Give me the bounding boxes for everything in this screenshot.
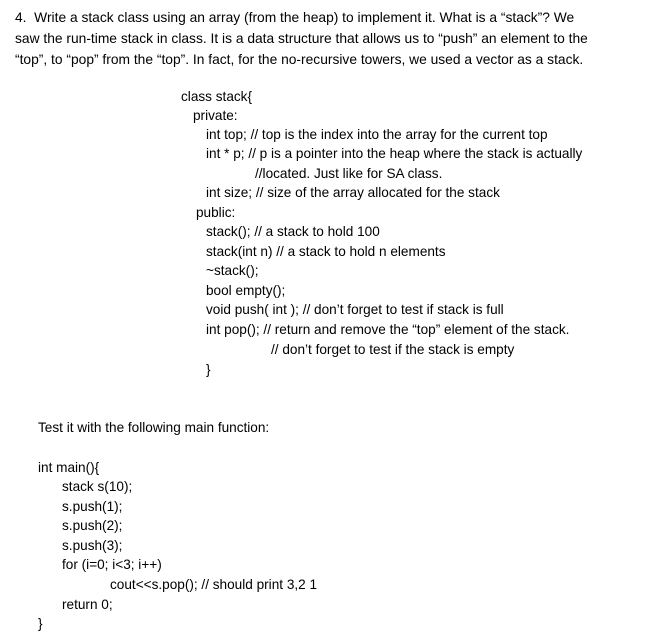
code-line: s.push(3); (62, 538, 123, 553)
code-line: //located. Just like for SA class. (255, 166, 443, 181)
code-line: // don’t forget to test if the stack is empty (271, 342, 515, 357)
code-line: public: (196, 205, 236, 220)
code-line: stack(int n) // a stack to hold n elements (206, 244, 446, 259)
question-line-1: 4. Write a stack class using an array (from the heap) to implement it. What is a “stack”? We (15, 10, 575, 25)
code-line: for (i=0; i<3; i++) (62, 557, 162, 572)
code-line: s.push(2); (62, 518, 123, 533)
code-line: } (38, 616, 43, 631)
code-line: stack(); // a stack to hold 100 (206, 224, 380, 239)
code-line: s.push(1); (62, 499, 123, 514)
code-line: } (206, 362, 211, 377)
code-line: return 0; (62, 597, 113, 612)
code-line: int pop(); // return and remove the “top” element of the stack. (206, 322, 570, 337)
code-line: int main(){ (38, 460, 100, 475)
code-line: int * p; // p is a pointer into the heap where the stack is actually (206, 146, 583, 161)
test-instruction: Test it with the following main function: (38, 420, 270, 435)
code-line: class stack{ (181, 89, 253, 104)
code-line: cout<<s.pop(); // should print 3,2 1 (110, 577, 318, 592)
code-line: private: (193, 108, 238, 123)
code-line: int top; // top is the index into the array for the current top (206, 127, 548, 142)
code-line: bool empty(); (206, 283, 286, 298)
question-line-2: saw the run-time stack in class. It is a data structure that allows us to “push” an element to the (15, 31, 588, 46)
code-line: void push( int ); // don’t forget to test if stack is full (206, 302, 504, 317)
code-line: ~stack(); (206, 263, 259, 278)
code-line: int size; // size of the array allocated for the stack (206, 185, 500, 200)
code-line: stack s(10); (62, 479, 133, 494)
question-line-3: “top”, to “pop” from the “top”. In fact, for the no-recursive towers, we used a vector as a stack. (15, 52, 584, 67)
